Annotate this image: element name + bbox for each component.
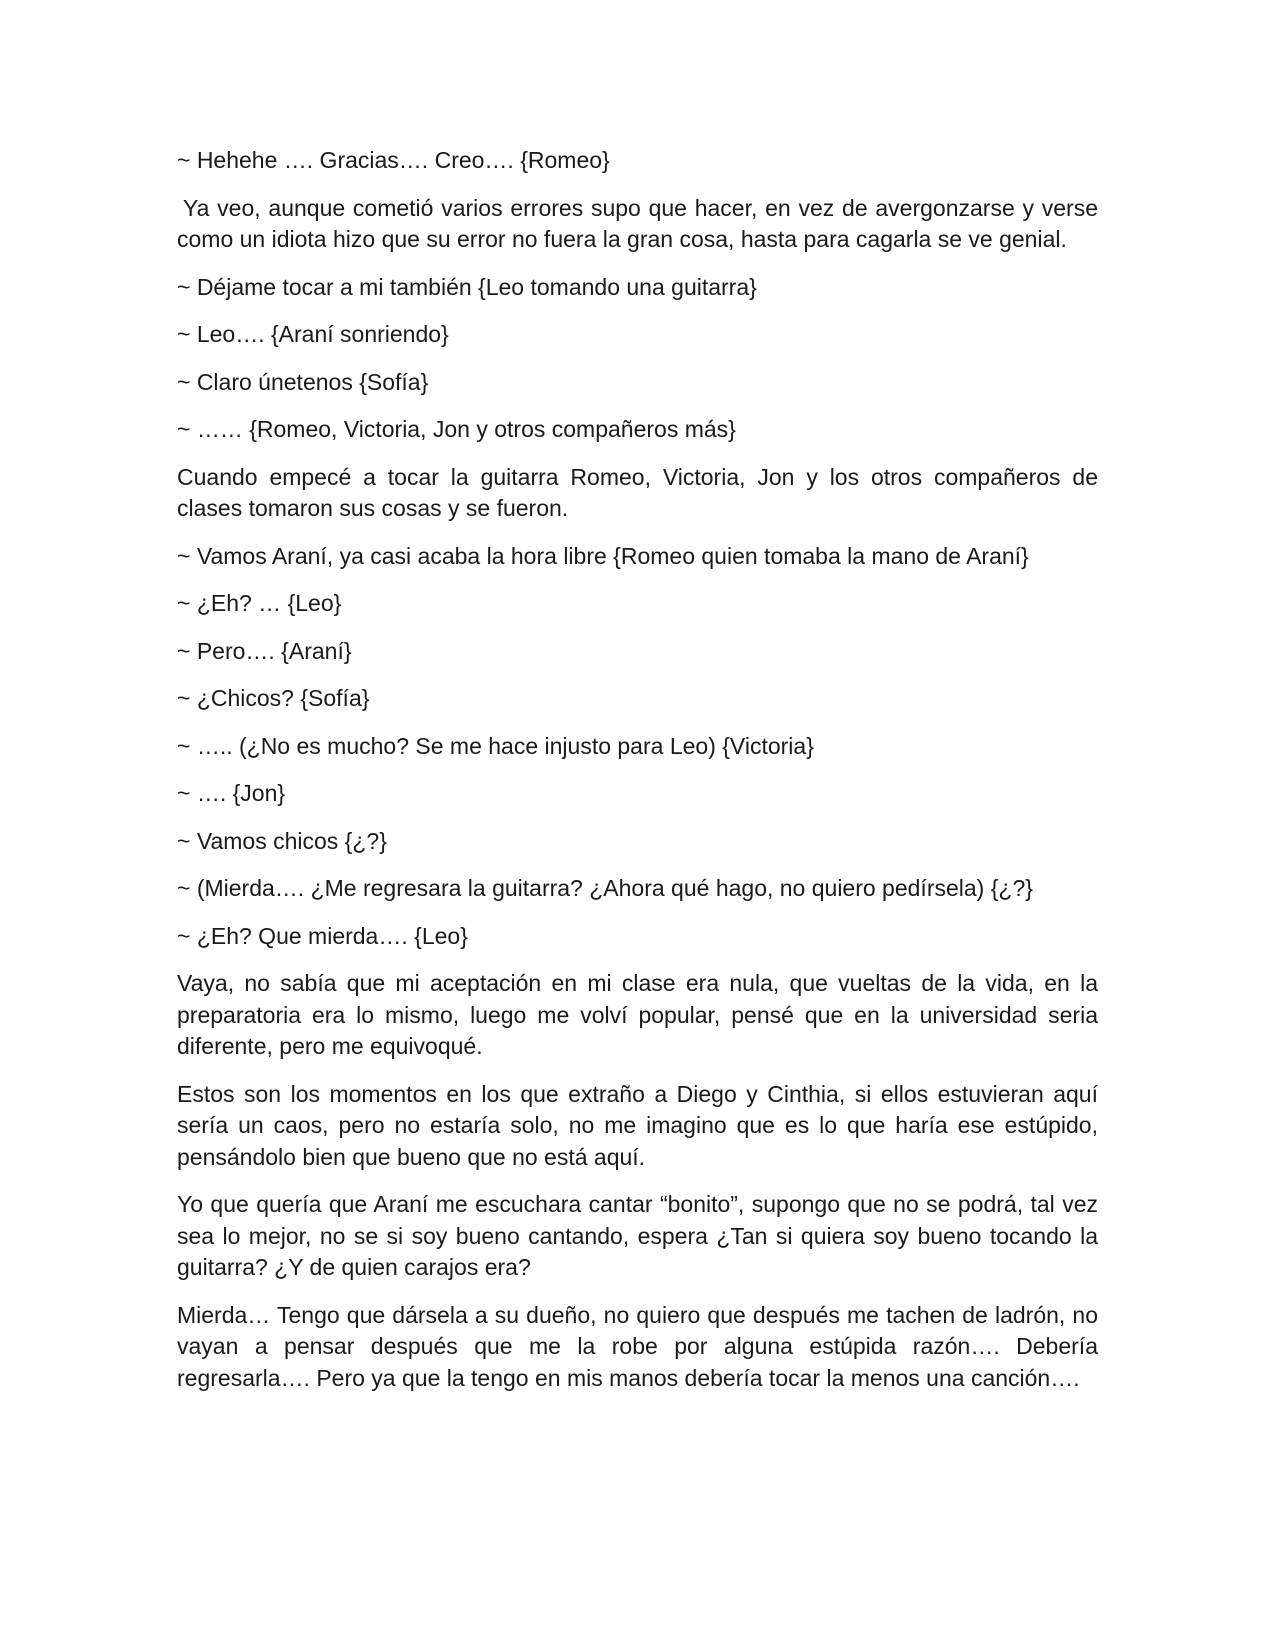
dialogue-line: ~ …. {Jon}	[177, 780, 286, 806]
dialogue-line: ~ ¿Chicos? {Sofía}	[177, 685, 370, 711]
dialogue-line: ~ …… {Romeo, Victoria, Jon y otros compañeros más}	[177, 416, 736, 442]
dialogue-line: ~ Déjame tocar a mi también {Leo tomando una guitarra}	[177, 273, 757, 300]
dialogue-line: ~ ….. (¿No es mucho? Se me hace injusto para Leo) {Victoria}	[177, 732, 814, 759]
dialogue-line: ~ Vamos Araní, ya casi acaba la hora libre {Romeo quien tomaba la mano de Araní}	[177, 542, 1029, 569]
narration-paragraph: Cuando empecé a tocar la guitarra Romeo, Victoria, Jon y los otros compañeros de clases tomaron sus cosas y se fueron.	[177, 463, 1098, 521]
dialogue-line: ~ Claro únetenos {Sofía}	[177, 368, 429, 395]
dialogue-line: ~ ¿Eh? … {Leo}	[177, 590, 342, 616]
dialogue-line: ~ (Mierda…. ¿Me regresara la guitarra? ¿Ahora qué hago, no quiero pedírsela) {¿?}	[177, 875, 1033, 901]
narration-paragraph: Estos son los momentos en los que extraño a Diego y Cinthia, si ellos estuvieran aquí sería un caos, pero no estaría solo, no me imagino que es lo que haría ese estúpido, pensándolo bien que bueno que no está aquí.	[177, 1080, 1098, 1170]
dialogue-line: ~ Leo…. {Araní sonriendo}	[177, 321, 449, 347]
dialogue-line: ~ Vamos chicos {¿?}	[177, 827, 387, 854]
document-page	[177, 145, 1098, 1410]
narration-paragraph: Mierda… Tengo que dársela a su dueño, no quiero que después me tachen de ladrón, no vayan a pensar después que me la robe por alguna estúpida razón…. Debería regresarla…. Pero ya que la tengo en mis manos debería tocar la menos una canción….	[177, 1301, 1098, 1391]
dialogue-line: ~ Hehehe …. Gracias…. Creo…. {Romeo}	[177, 147, 610, 173]
dialogue-line: ~ Pero…. {Araní}	[177, 637, 352, 664]
narration-paragraph: Yo que quería que Araní me escuchara cantar “bonito”, supongo que no se podrá, tal vez sea lo mejor, no se si soy bueno cantando, espera ¿Tan si quiera soy bueno tocando la guitarra? ¿Y de quien carajos era?	[177, 1191, 1098, 1280]
dialogue-line: ~ ¿Eh? Que mierda…. {Leo}	[177, 922, 468, 949]
narration-paragraph: Ya veo, aunque cometió varios errores supo que hacer, en vez de avergonzarse y verse como un idiota hizo que su error no fuera la gran cosa, hasta para cagarla se ve genial.	[177, 194, 1098, 252]
narration-paragraph: Vaya, no sabía que mi aceptación en mi clase era nula, que vueltas de la vida, en la preparatoria era lo mismo, luego me volví popular, pensé que en la universidad seria diferente, pero me equivoqué.	[177, 970, 1098, 1059]
